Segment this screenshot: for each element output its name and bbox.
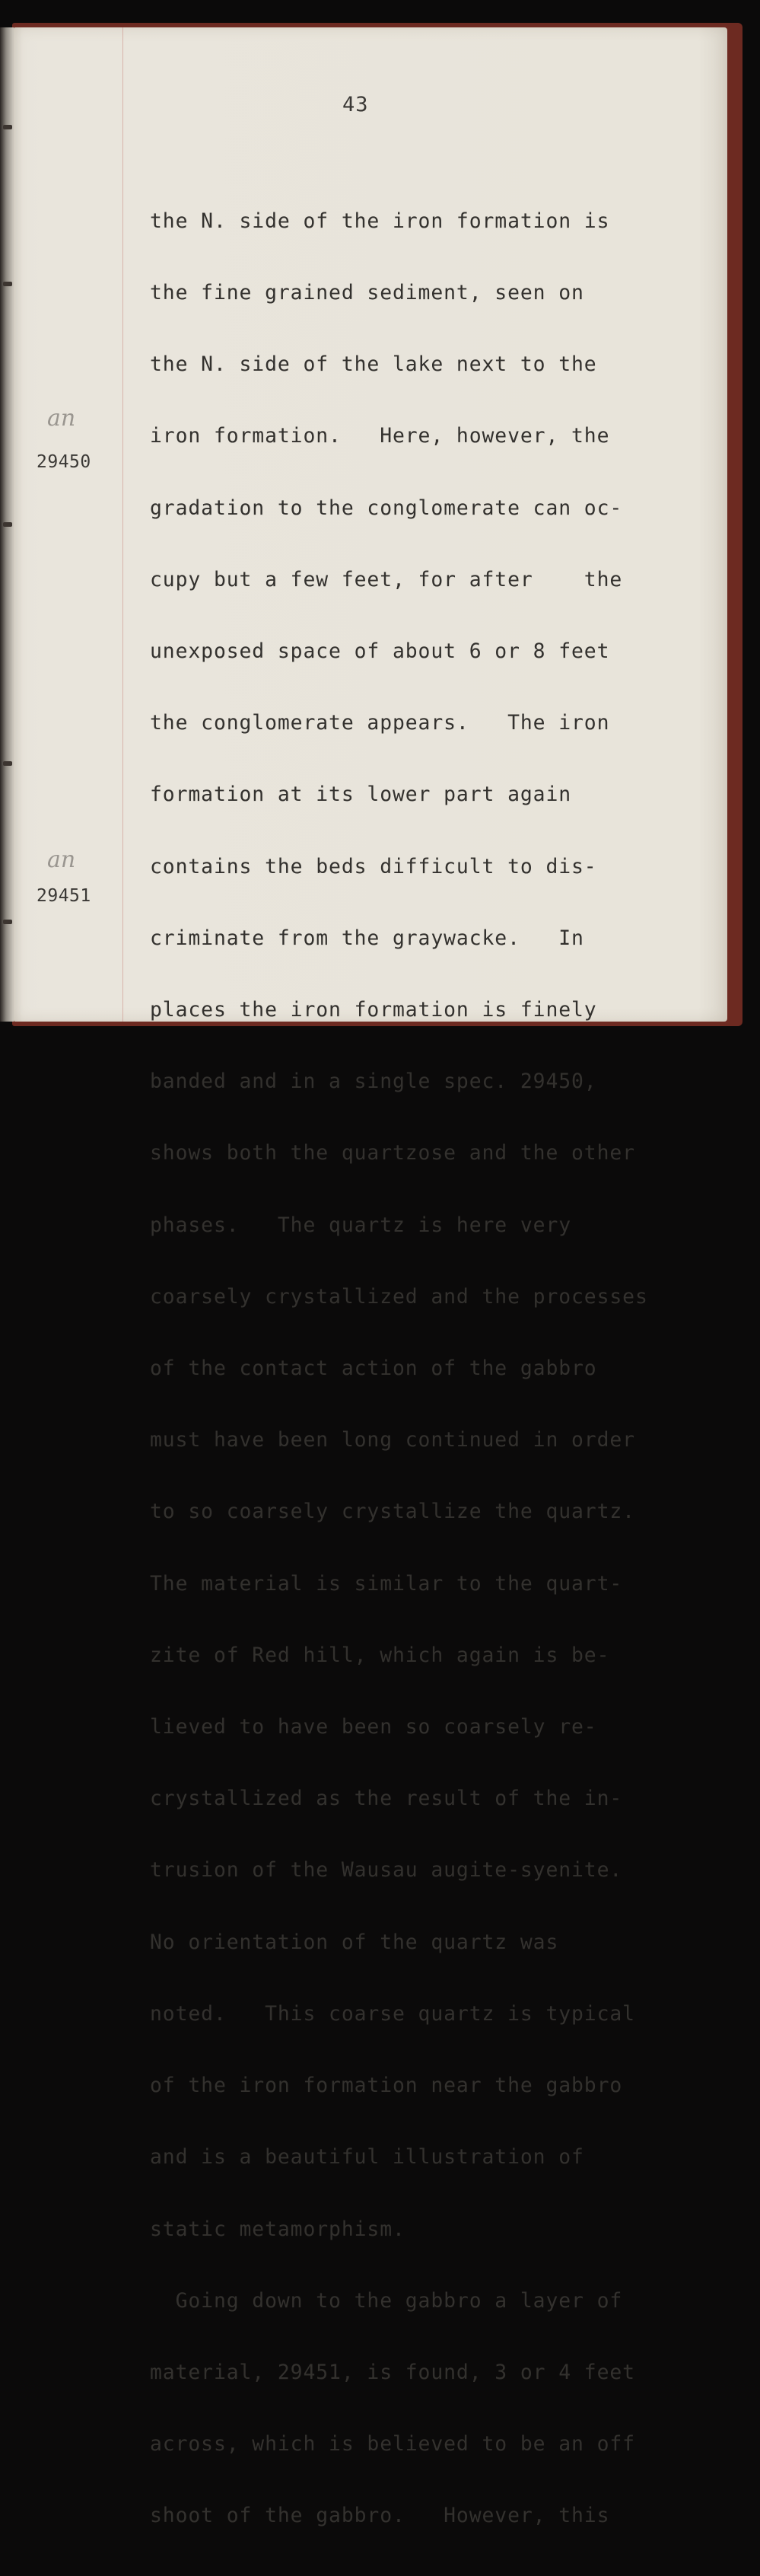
text-line: contains the beds difficult to dis-: [150, 854, 597, 878]
binding-ring: [3, 522, 12, 527]
text-line: places the iron formation is finely: [150, 998, 597, 1022]
text-line: unexposed space of about 6 or 8 feet: [150, 639, 610, 664]
specimen-number-margin: 29451: [37, 886, 91, 906]
text-line: of the iron formation near the gabbro: [150, 2074, 623, 2098]
binding-spine: [0, 27, 14, 1022]
text-line: must have been long continued in order: [150, 1428, 635, 1452]
text-line: gradation to the conglomerate can oc-: [150, 496, 623, 520]
pencil-margin-note: an: [47, 405, 76, 432]
text-line: trusion of the Wausau augite-syenite.: [150, 1858, 623, 1883]
pencil-margin-note: an: [47, 846, 76, 873]
text-line: noted. This coarse quartz is typical: [150, 2001, 635, 2026]
text-line: Going down to the gabbro a layer of: [150, 2288, 623, 2313]
margin-rule: [122, 27, 123, 1022]
text-line: the conglomerate appears. The iron: [150, 711, 610, 735]
page-number: 43: [342, 93, 369, 116]
notebook-page: [14, 27, 727, 2528]
text-line: across, which is believed to be an off: [150, 2432, 635, 2456]
text-line: zite of Red hill, which again is be-: [150, 1643, 610, 1667]
text-line: to so coarsely crystallize the quartz.: [150, 1500, 635, 1524]
binding-ring: [3, 920, 12, 924]
typed-body-text: [150, 161, 728, 2576]
text-line: static metamorphism.: [150, 2217, 405, 2241]
text-line: the fine grained sediment, seen on: [150, 281, 584, 305]
text-line: The material is similar to the quart-: [150, 1571, 623, 1596]
text-line: phases. The quartz is here very: [150, 1213, 572, 1237]
text-line: criminate from the graywacke. In: [150, 926, 584, 950]
text-line: coarsely crystallized and the processes: [150, 1284, 648, 1309]
text-line: crystallized as the result of the in-: [150, 1787, 623, 1811]
text-line: cupy but a few feet, for after the: [150, 567, 623, 591]
text-line: iron formation. Here, however, the: [150, 424, 610, 448]
specimen-number-margin: 29450: [37, 452, 91, 472]
text-line: shoot of the gabbro. However, this: [150, 2504, 610, 2528]
text-line: material, 29451, is found, 3 or 4 feet: [150, 2360, 635, 2384]
text-line: banded and in a single spec. 29450,: [150, 1070, 597, 1094]
binding-ring: [3, 125, 12, 129]
text-line: shows both the quartzose and the other: [150, 1141, 635, 1165]
text-line: the N. side of the iron formation is: [150, 209, 610, 233]
text-line: lieved to have been so coarsely re-: [150, 1715, 597, 1739]
text-line: and is a beautiful illustration of: [150, 2145, 584, 2170]
text-line: formation at its lower part again: [150, 783, 572, 807]
text-line: of the contact action of the gabbro: [150, 1357, 597, 1381]
text-line: No orientation of the quartz was: [150, 1930, 559, 1954]
text-line: the N. side of the lake next to the: [150, 352, 597, 377]
binding-ring: [3, 761, 12, 766]
binding-ring: [3, 282, 12, 286]
